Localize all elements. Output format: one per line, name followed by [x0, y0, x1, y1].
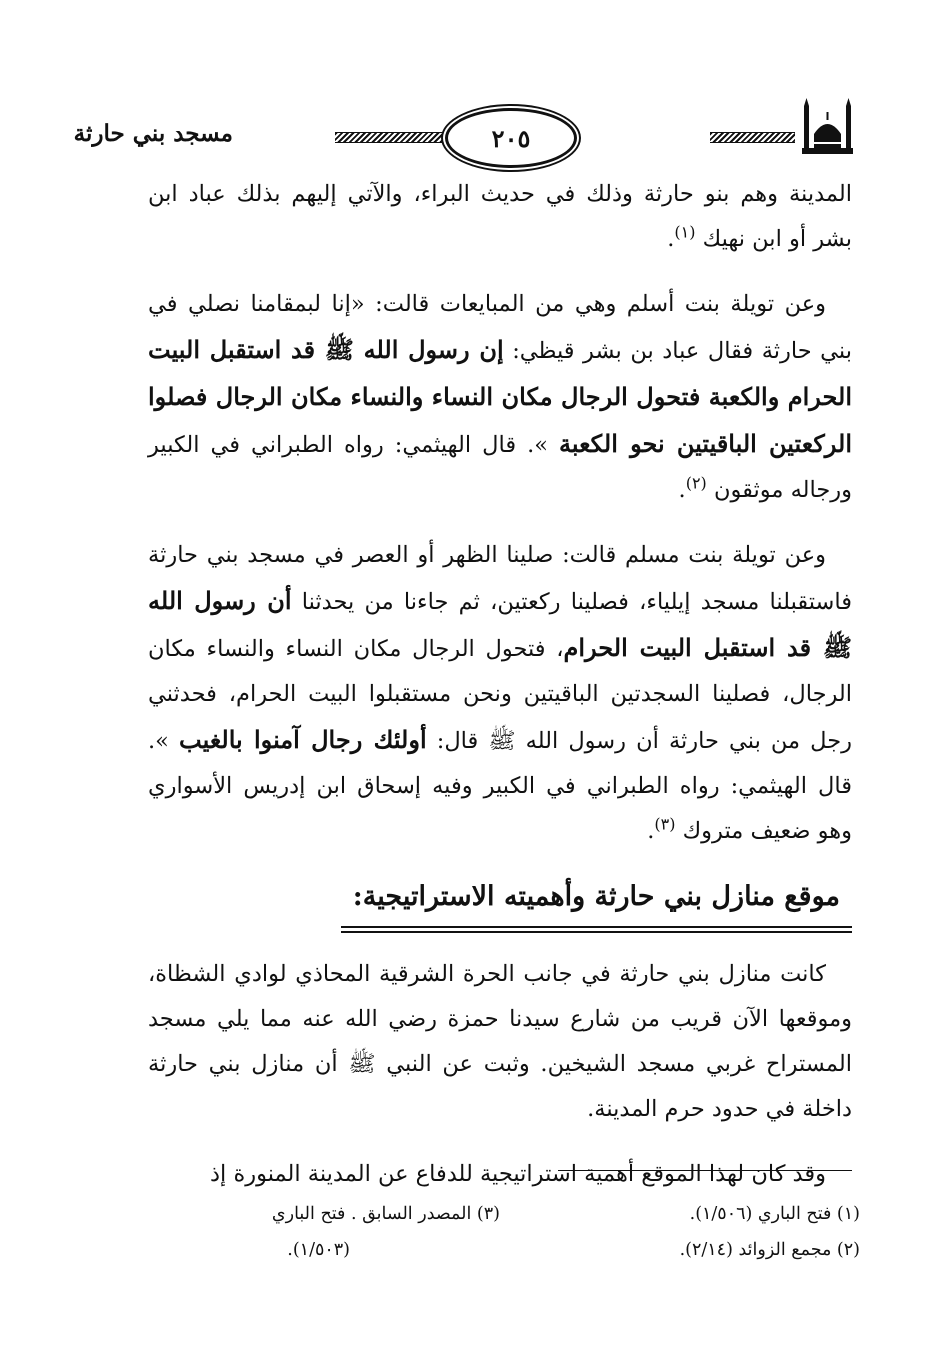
footnote-3: (٣) المصدر السابق . فتح الباري — [271, 1204, 500, 1224]
footnote-2: (٢) مجمع الزوائد (٢/١٤). — [679, 1240, 860, 1260]
paragraph-4: كانت منازل بني حارثة في جانب الحرة الشرقية المحاذي لوادي الشظاة، وموقعها الآن قريب من شارع سيدنا حمزة رضي الله عنه مما يلي مسجد المستراح غربي مسجد الشيخين. وثبت عن النبي ﷺ أن منازل بني حارثة داخلة في حدود حرم المدينة. — [148, 961, 852, 1122]
paragraph-3-end: . — [647, 818, 655, 844]
hadith-quote-1: إن رسول الله ﷺ قد استقبل البيت الحرام والكعبة فتحول الرجال مكان النساء والنساء مكان الرجال فصلوا الركعتين الباقيتين نحو الكعبة — [148, 335, 853, 458]
footnotes-left-column — [170, 1196, 500, 1268]
section-heading — [148, 874, 852, 928]
main-text — [148, 172, 852, 1217]
footnote-ref-2: (٢) — [685, 473, 707, 493]
hadith-quote-2: أن رسول الله ﷺ قد استقبل البيت الحرام — [148, 586, 853, 662]
paragraph-5: وقد كان لهذا الموقع أهمية استراتيجية للدفاع عن المدينة المنورة إذ — [210, 1161, 826, 1187]
paragraph-2-end: . — [678, 477, 686, 503]
paragraph-1-end: . — [667, 226, 675, 252]
footnote-1: (١) فتح الباري (١/٥٠٦). — [689, 1204, 860, 1224]
paragraph-2-text-a: وعن تويلة بنت أسلم وهي من المبايعات قالت: «إنا لبمقامنا نصلي في بني حارثة فقال عباد بن بشر قيظي: — [148, 291, 852, 364]
paragraph-3-text-b: ، فتحول الرجال مكان النساء والنساء مكان الرجال، فصلينا السجدتين الباقيتين ونحن مستقبلوا البيت الحرام، فحدثني رجل من بني حارثة أن رسول الله ﷺ قال: — [148, 636, 852, 754]
header-rule-right — [710, 132, 795, 143]
page-header — [73, 96, 853, 166]
footnote-ref-1: (١) — [674, 222, 696, 242]
footnote-ref-3: (٣) — [654, 814, 676, 834]
footnote-3-continued: (١/٥٠٣). — [287, 1240, 350, 1260]
section-heading-text: موقع منازل بني حارثة وأهميته الاستراتيجية: — [341, 874, 852, 928]
paragraph-2-text-b: ». قال الهيثمي: رواه الطبراني في الكبير ورجاله موثقون — [148, 432, 852, 503]
footnotes-right-column — [530, 1196, 860, 1268]
paragraph-3-text-c: ». قال الهيثمي: رواه الطبراني في الكبير وفيه إسحاق ابن إدريس الأسواري وهو ضعيف متروك — [148, 728, 852, 844]
hadith-quote-3: أولئك رجال آمنوا بالغيب — [179, 725, 427, 754]
page-number: ٢٠٥ — [445, 108, 577, 168]
mosque-emblem-icon — [800, 98, 855, 158]
paragraph-2 — [148, 282, 852, 513]
paragraph-3 — [148, 533, 852, 854]
paragraph-3-text-a: وعن تويلة بنت مسلم قالت: صلينا الظهر أو العصر في مسجد بني حارثة فاستقبلنا مسجد إيلياء، فصلينا ركعتين، ثم جاءنا من يحدثنا — [148, 542, 852, 615]
paragraph-1 — [148, 172, 852, 262]
footnote-separator — [558, 1170, 852, 1171]
running-title: مسجد بني حارثة — [73, 120, 233, 147]
paragraph-1-text: المدينة وهم بنو حارثة وذلك في حديث البراء، والآتي إليهم بذلك عباد ابن بشر أو ابن نهيك — [148, 181, 852, 252]
